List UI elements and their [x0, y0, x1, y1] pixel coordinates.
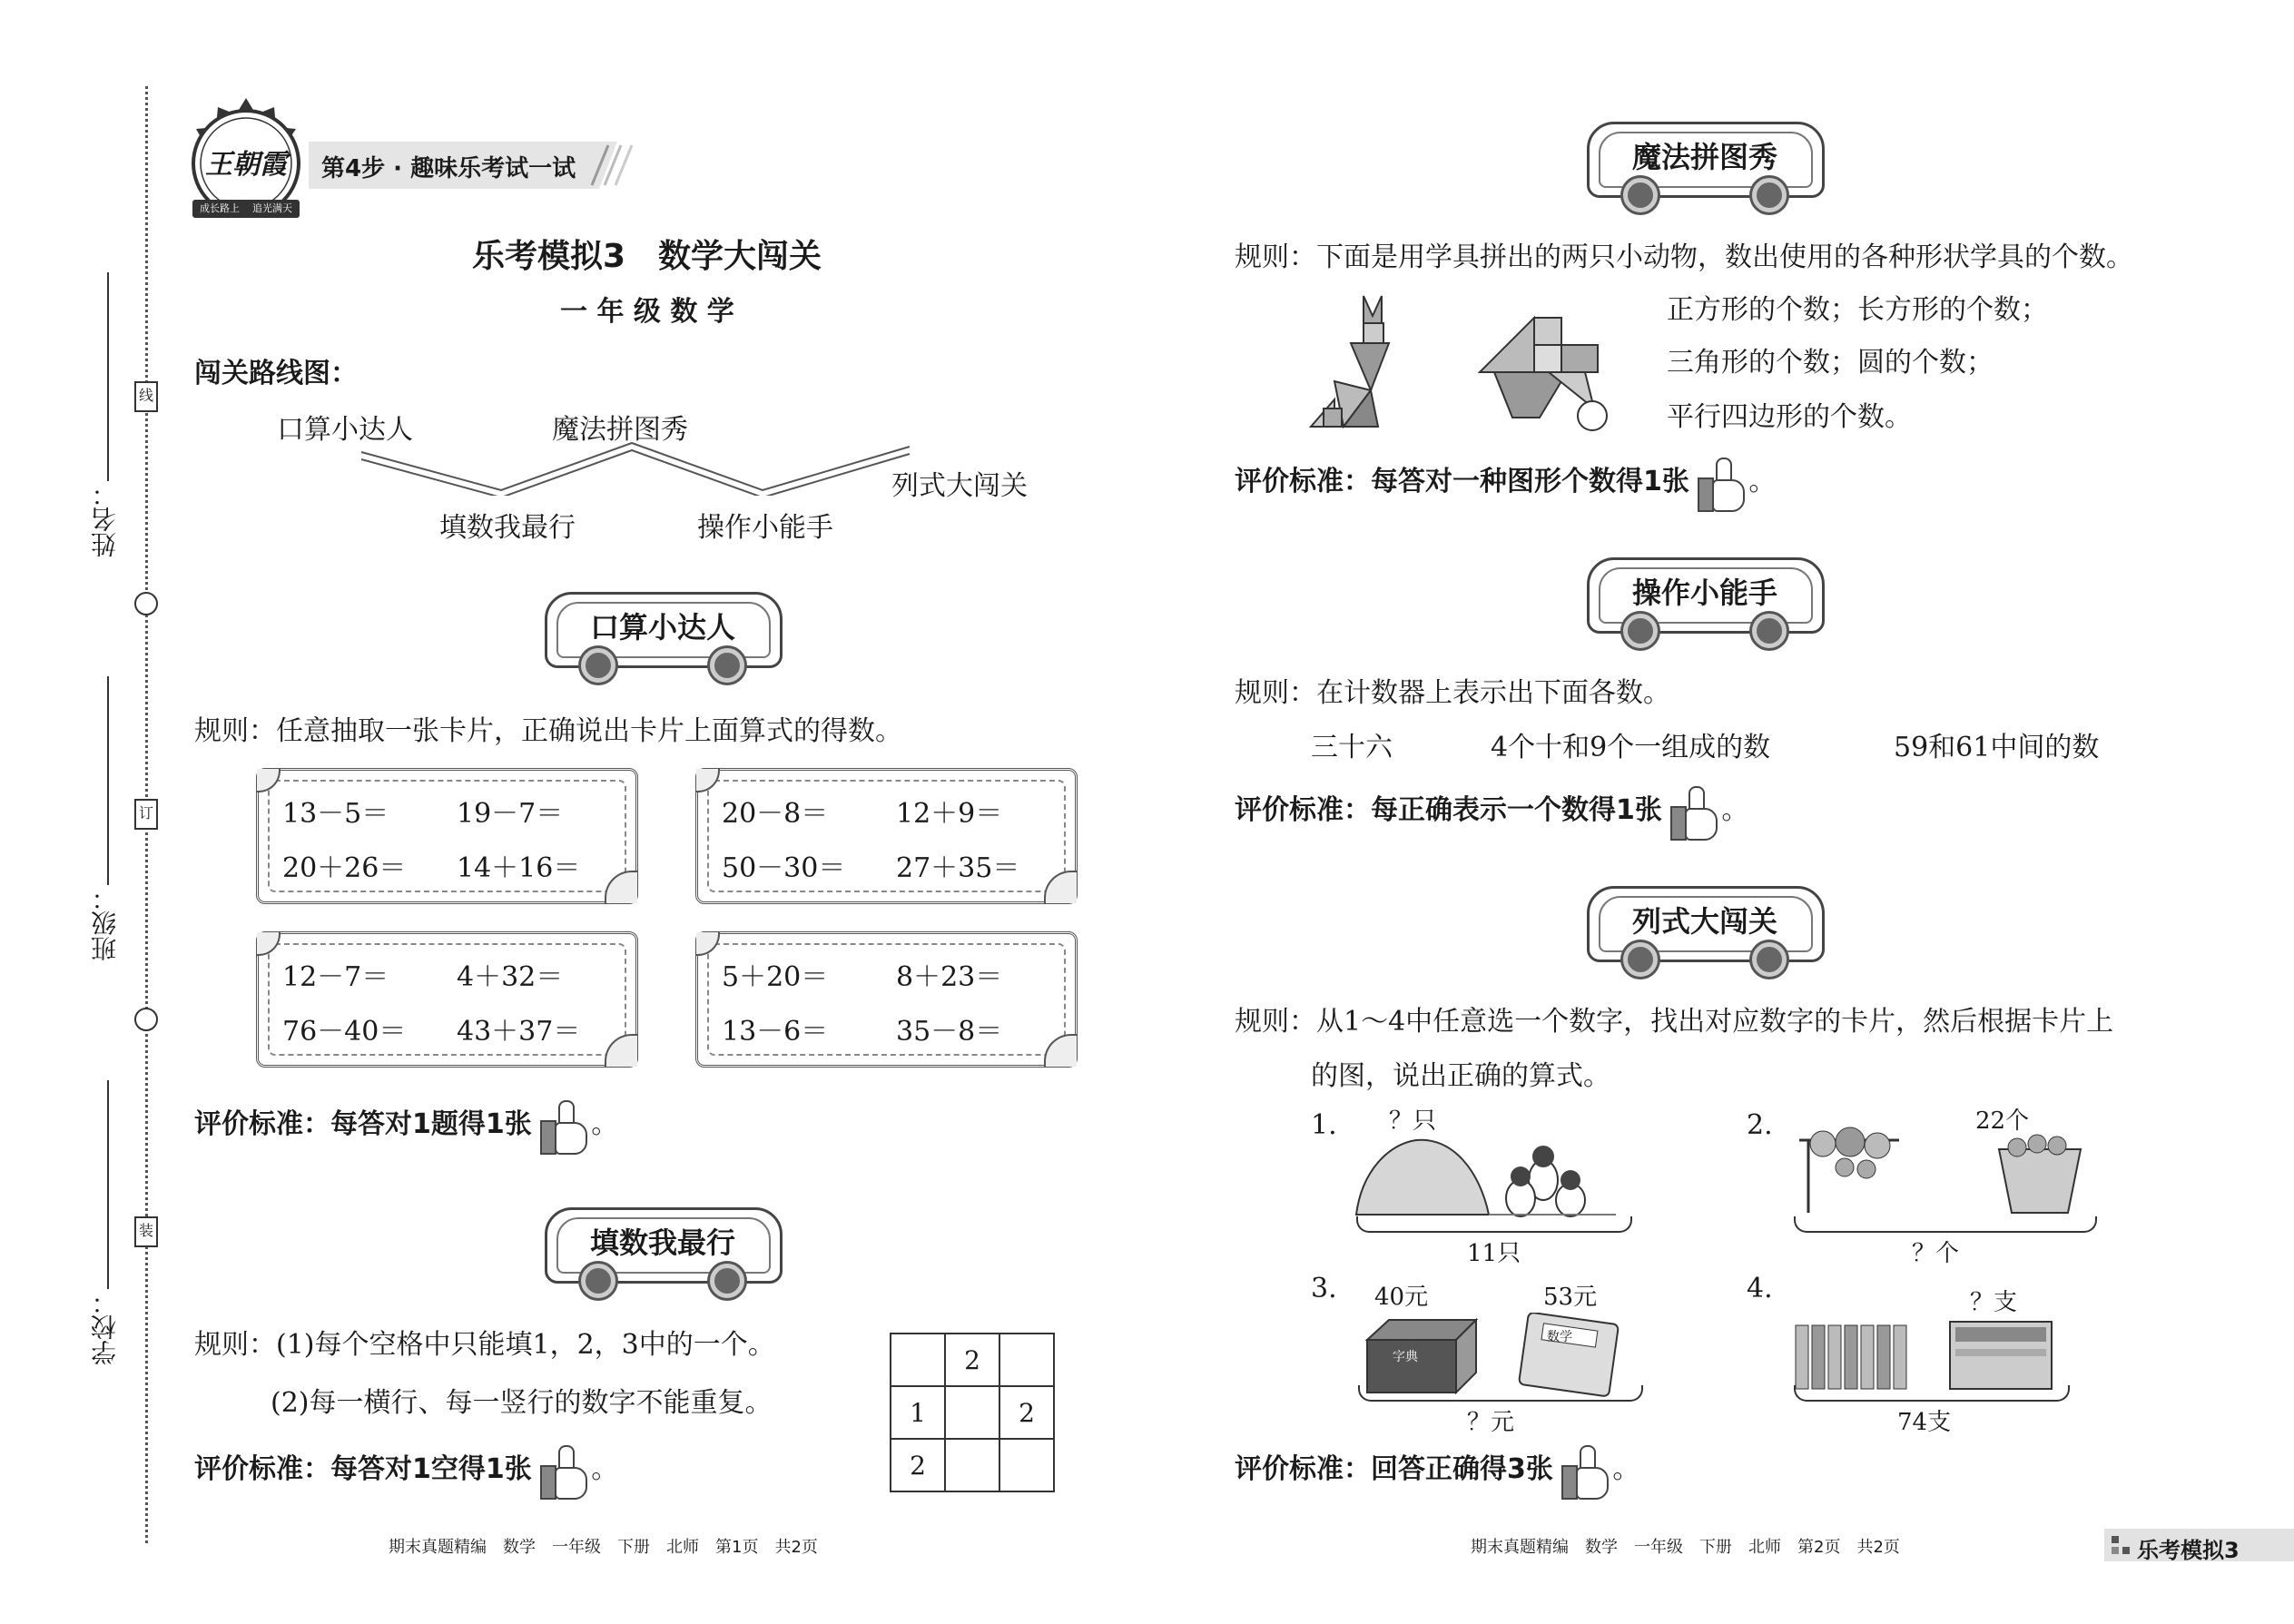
- name-underline: [107, 272, 109, 481]
- thumbs-up-icon: [1670, 786, 1721, 837]
- section2-score: [194, 1445, 618, 1496]
- card-expression: 5＋20＝: [722, 961, 829, 993]
- binding-mark-1: 装: [134, 1216, 158, 1247]
- brace-icon: [1794, 1216, 2097, 1233]
- oral-card-1[interactable]: [256, 768, 638, 904]
- step-label: 第4步 · 趣味乐考试一试: [321, 155, 576, 182]
- card-expression: 12－7＝: [282, 961, 389, 993]
- mountain-penguins-image: [1353, 1117, 1625, 1218]
- section1-rule: 规则：任意抽取一张卡片，正确说出卡片上面算式的得数。: [194, 715, 902, 747]
- binding-seal-icon: [134, 592, 158, 615]
- score-text: 评价标准：回答正确得3张: [1235, 1453, 1553, 1485]
- binding-mark-3: 线: [134, 381, 158, 412]
- binding-seal-icon: [134, 1008, 158, 1031]
- period: 。: [1612, 1453, 1640, 1485]
- card-expression: 12＋9＝: [896, 798, 1003, 830]
- brace-icon: [1356, 1216, 1632, 1233]
- problem-1-top-label: ？只: [1389, 1107, 1437, 1135]
- section-操作-title-bus: [1587, 557, 1823, 655]
- step-banner: [309, 142, 635, 189]
- card-expression: 4＋32＝: [457, 961, 564, 993]
- route-stop-1: 口算小达人: [277, 414, 413, 446]
- grid-cell: 2: [945, 1334, 999, 1386]
- section4-score: [1235, 786, 1748, 837]
- footer-left: 期末真题精编 数学 一年级 下册 北师 第1页 共2页: [389, 1538, 818, 1557]
- section2-rule2: (2)每一横行、每一竖行的数字不能重复。: [271, 1387, 773, 1419]
- section4-rule: 规则：在计数器上表示出下面各数。: [1235, 677, 1670, 709]
- section5-rule2: 的图，说出正确的算式。: [1311, 1060, 1610, 1092]
- card-expression: 14＋16＝: [457, 852, 581, 884]
- section1-title: 口算小达人: [589, 610, 735, 645]
- page-tag: [2104, 1529, 2294, 1561]
- logo-motto-left: 成长路上: [200, 202, 240, 214]
- section4-item-3: 59和61中间的数: [1894, 732, 2100, 763]
- problem-3-top-right-label: 53元: [1543, 1284, 1598, 1311]
- section1-score: [194, 1100, 618, 1151]
- grid-cell[interactable]: [999, 1334, 1054, 1386]
- period: 。: [1748, 466, 1777, 497]
- section3-line2: 三角形的个数；圆的个数；: [1667, 347, 1994, 379]
- crayons-image: [1792, 1313, 2064, 1391]
- score-text: 评价标准：每答对1空得1张: [194, 1453, 532, 1485]
- grid-cell[interactable]: [945, 1439, 999, 1491]
- problem-2-top-label: 22个: [1975, 1107, 2030, 1135]
- card-expression: 19－7＝: [457, 798, 564, 830]
- tangram-bird-image: [1476, 309, 1621, 436]
- section-列式-title-bus: [1587, 886, 1823, 984]
- score-text: 评价标准：每答对一种图形个数得1张: [1235, 466, 1689, 497]
- route-stop-4: 操作小能手: [697, 512, 833, 544]
- page-title: 乐考模拟3 数学大闯关: [472, 238, 822, 275]
- problem-2-bottom-label: ？个: [1912, 1240, 1960, 1267]
- thumbs-up-icon: [1698, 458, 1748, 508]
- problem-3-number: 3.: [1311, 1273, 1337, 1304]
- oral-card-2[interactable]: [695, 768, 1078, 904]
- thumbs-up-icon: [540, 1100, 591, 1151]
- grid-cell[interactable]: [945, 1386, 999, 1439]
- page-subtitle: 一 年 级 数 学: [560, 296, 734, 328]
- brand-logo: [178, 94, 314, 221]
- route-stop-2: 填数我最行: [439, 512, 576, 544]
- problem-1-number: 1.: [1311, 1109, 1337, 1141]
- section4-item-1: 三十六: [1311, 732, 1393, 763]
- card-expression: 50－30＝: [722, 852, 846, 884]
- calculator-label: 数学: [1547, 1330, 1572, 1344]
- section-填数-title-bus: [545, 1207, 781, 1305]
- section4-item-2: 4个十和9个一组成的数: [1491, 732, 1771, 763]
- fruit-tree-basket-image: [1790, 1122, 2090, 1216]
- period: 。: [591, 1453, 619, 1485]
- logo-text: 王朝霞: [205, 149, 287, 181]
- route-stop-5: 列式大闯关: [891, 470, 1028, 502]
- oral-card-4[interactable]: [695, 931, 1078, 1068]
- route-heading: 闯关路线图：: [194, 358, 358, 389]
- grid-cell: 2: [999, 1386, 1054, 1439]
- grid-cell: 2: [891, 1439, 945, 1491]
- problem-4-bottom-label: 74支: [1897, 1409, 1952, 1436]
- brace-icon: [1794, 1385, 2070, 1402]
- section2-rule1: 规则：(1)每个空格中只能填1，2，3中的一个。: [194, 1329, 775, 1361]
- logo-motto-right: 追光满天: [252, 202, 292, 214]
- section5-title: 列式大闯关: [1631, 904, 1777, 939]
- section3-title: 魔法拼图秀: [1631, 140, 1777, 174]
- binding-mark-2: 订: [134, 799, 158, 830]
- card-expression: 76－40＝: [282, 1016, 407, 1048]
- problem-4-top-label: ？支: [1970, 1289, 2018, 1316]
- section5-score: [1235, 1445, 1639, 1496]
- card-expression: 13－5＝: [282, 798, 389, 830]
- score-text: 评价标准：每正确表示一个数得1张: [1235, 794, 1662, 826]
- card-expression: 13－6＝: [722, 1016, 829, 1048]
- thumbs-up-icon: [540, 1445, 591, 1496]
- problem-2-number: 2.: [1747, 1109, 1773, 1141]
- card-expression: 35－8＝: [896, 1016, 1003, 1048]
- problem-3-bottom-label: ？元: [1467, 1409, 1515, 1436]
- oral-card-3[interactable]: [256, 931, 638, 1068]
- route-stop-3: 魔法拼图秀: [552, 414, 688, 446]
- page-tag-label: 乐考模拟3: [2137, 1538, 2240, 1563]
- section3-rule: 规则：下面是用学具拼出的两只小动物，数出使用的各种形状学具的个数。: [1235, 241, 2133, 273]
- school-label: 学校：: [90, 1289, 120, 1365]
- card-expression: 8＋23＝: [896, 961, 1003, 993]
- card-expression: 27＋35＝: [896, 852, 1020, 884]
- score-text: 评价标准：每答对1题得1张: [194, 1108, 532, 1140]
- section-魔法-title-bus: [1587, 122, 1823, 220]
- period: 。: [1721, 794, 1749, 826]
- grid-cell[interactable]: [999, 1439, 1054, 1491]
- problem-3-top-left-label: 40元: [1374, 1284, 1429, 1311]
- thumbs-up-icon: [1561, 1445, 1612, 1496]
- card-expression: 20－8＝: [722, 798, 829, 830]
- section2-title: 填数我最行: [589, 1225, 735, 1260]
- section3-line1: 正方形的个数；长方形的个数；: [1667, 294, 2048, 326]
- period: 。: [591, 1108, 619, 1140]
- problem-1-bottom-label: 11只: [1467, 1240, 1521, 1267]
- card-expression: 43＋37＝: [457, 1016, 581, 1048]
- name-label: 姓名：: [90, 481, 120, 557]
- grid-cell[interactable]: [891, 1334, 945, 1386]
- section4-title: 操作小能手: [1631, 576, 1777, 610]
- class-underline: [107, 676, 109, 885]
- section3-line3: 平行四边形的个数。: [1667, 401, 1912, 433]
- section3-score: [1235, 458, 1776, 508]
- book-label: 字典: [1393, 1350, 1418, 1364]
- sudoku-grid: [890, 1333, 1055, 1492]
- problem-4-number: 4.: [1747, 1273, 1773, 1304]
- section5-rule1: 规则：从1～4中任意选一个数字，找出对应数字的卡片，然后根据卡片上: [1235, 1006, 2114, 1038]
- class-label: 班级：: [90, 885, 120, 961]
- section-口算-title-bus: [545, 592, 781, 690]
- tangram-cat-image: [1307, 290, 1416, 436]
- footer-right: 期末真题精编 数学 一年级 下册 北师 第2页 共2页: [1471, 1538, 1900, 1557]
- school-underline: [107, 1080, 109, 1289]
- grid-cell: 1: [891, 1386, 945, 1439]
- card-expression: 20＋26＝: [282, 852, 407, 884]
- brace-icon: [1358, 1385, 1643, 1402]
